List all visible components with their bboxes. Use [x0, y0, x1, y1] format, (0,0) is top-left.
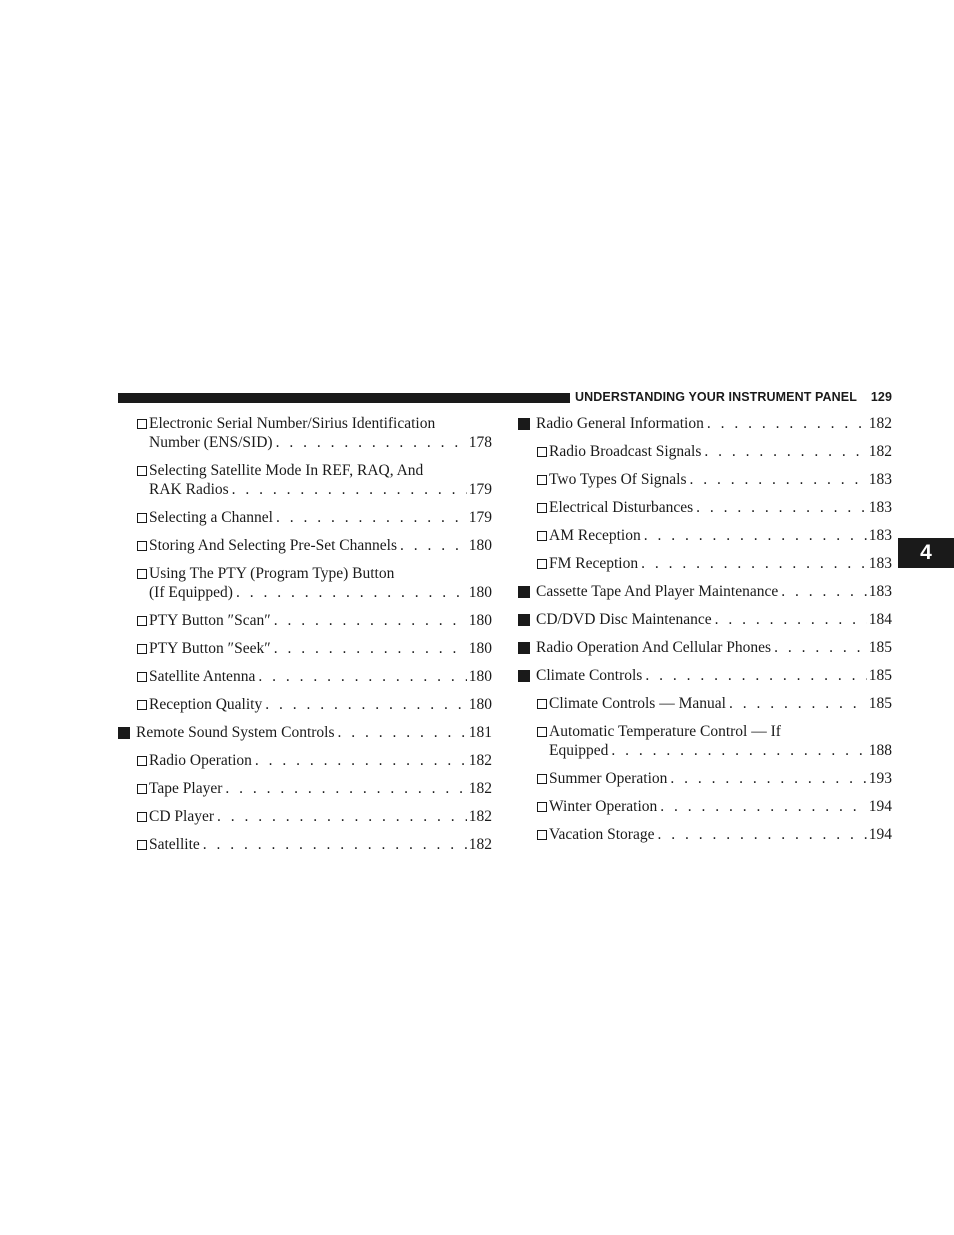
toc-entry-title: Equipped: [549, 742, 609, 759]
dot-leader: [276, 508, 467, 527]
toc-entry-title: Two Types Of Signals: [549, 471, 687, 488]
toc-entry-page: 184: [868, 611, 892, 628]
dot-leader: [645, 666, 866, 685]
hollow-square-bullet-icon: [137, 616, 147, 626]
filled-square-bullet-icon: [518, 586, 530, 598]
toc-entry-page: 185: [868, 667, 892, 684]
hollow-square-bullet-icon: [537, 503, 547, 513]
toc-entry[interactable]: [518, 797, 892, 816]
toc-entry[interactable]: [518, 610, 892, 629]
toc-entry[interactable]: [518, 825, 892, 844]
dot-leader: [400, 536, 467, 555]
toc-entry-title: Satellite Antenna: [149, 668, 256, 685]
toc-entry[interactable]: [118, 723, 492, 742]
toc-entry-title-line: Selecting Satellite Mode In REF, RAQ, And: [149, 462, 424, 479]
toc-entry[interactable]: [518, 526, 892, 545]
toc-entry[interactable]: [118, 461, 492, 499]
header-rule: [118, 393, 570, 403]
filled-square-bullet-icon: [518, 642, 530, 654]
toc-entry-page: 183: [868, 499, 892, 516]
dot-leader: [696, 498, 867, 517]
toc-entry-page: 188: [868, 742, 892, 759]
dot-leader: [774, 638, 867, 657]
hollow-square-bullet-icon: [137, 541, 147, 551]
toc-entry-page: 185: [868, 639, 892, 656]
toc-entry-title: Cassette Tape And Player Maintenance: [536, 583, 779, 600]
toc-entry[interactable]: [518, 470, 892, 489]
toc-entry-title: Remote Sound System Controls: [136, 724, 335, 741]
toc-entry-title: FM Reception: [549, 555, 639, 572]
toc-entry-title: CD Player: [149, 808, 215, 825]
toc-entry[interactable]: [118, 414, 492, 452]
toc-entry-page: 182: [468, 808, 492, 825]
toc-entry-title: Storing And Selecting Pre-Set Channels: [149, 537, 397, 554]
toc-entry-title: Winter Operation: [549, 798, 658, 815]
toc-entry-page: 180: [468, 640, 492, 657]
toc-entry-title: Number (ENS/SID): [149, 434, 273, 451]
toc-entry-page: 182: [468, 836, 492, 853]
toc-entry-page: 194: [868, 798, 892, 815]
toc-entry-page: 179: [468, 509, 492, 526]
hollow-square-bullet-icon: [137, 419, 147, 429]
filled-square-bullet-icon: [518, 418, 530, 430]
toc-entry-page: 183: [868, 527, 892, 544]
hollow-square-bullet-icon: [137, 700, 147, 710]
toc-entry-page: 180: [468, 668, 492, 685]
hollow-square-bullet-icon: [137, 569, 147, 579]
dot-leader: [217, 807, 467, 826]
toc-entry-page: 183: [868, 471, 892, 488]
chapter-tab[interactable]: 4: [898, 538, 954, 568]
toc-entry-page: 182: [468, 752, 492, 769]
filled-square-bullet-icon: [518, 614, 530, 626]
dot-leader: [670, 769, 866, 788]
dot-leader: [274, 639, 467, 658]
dot-leader: [729, 694, 867, 713]
filled-square-bullet-icon: [118, 727, 130, 739]
hollow-square-bullet-icon: [537, 699, 547, 709]
toc-entry-page: 178: [468, 434, 492, 451]
toc-entry-page: 194: [868, 826, 892, 843]
toc-entry[interactable]: [518, 554, 892, 573]
toc-entry-title: Radio General Information: [536, 415, 704, 432]
toc-entry[interactable]: [118, 536, 492, 555]
toc-entry-title: Satellite: [149, 836, 200, 853]
toc-entry[interactable]: [118, 564, 492, 602]
toc-entry[interactable]: [518, 638, 892, 657]
toc-entry[interactable]: [118, 779, 492, 798]
toc-entry-page: 183: [868, 583, 892, 600]
toc-entry-title: Climate Controls: [536, 667, 643, 684]
toc-entry-title: Selecting a Channel: [149, 509, 273, 526]
toc-entry[interactable]: [518, 694, 892, 713]
toc-entry[interactable]: [518, 582, 892, 601]
toc-entry[interactable]: [518, 414, 892, 433]
dot-leader: [657, 825, 866, 844]
dot-leader: [255, 751, 467, 770]
hollow-square-bullet-icon: [137, 756, 147, 766]
hollow-square-bullet-icon: [537, 802, 547, 812]
dot-leader: [203, 835, 467, 854]
hollow-square-bullet-icon: [137, 466, 147, 476]
hollow-square-bullet-icon: [137, 672, 147, 682]
toc-entry-title-line: Using The PTY (Program Type) Button: [149, 565, 395, 582]
toc-entry-page: 179: [468, 481, 492, 498]
hollow-square-bullet-icon: [537, 447, 547, 457]
toc-entry[interactable]: [118, 835, 492, 854]
dot-leader: [707, 414, 867, 433]
toc-entry-title: Climate Controls — Manual: [549, 695, 726, 712]
toc-entry-page: 180: [468, 584, 492, 601]
hollow-square-bullet-icon: [137, 644, 147, 654]
toc-column-right: [518, 414, 892, 853]
toc-entry[interactable]: [118, 639, 492, 658]
hollow-square-bullet-icon: [137, 513, 147, 523]
toc-entry-title: RAK Radios: [149, 481, 229, 498]
dot-leader: [715, 610, 867, 629]
hollow-square-bullet-icon: [537, 830, 547, 840]
toc-column-left: [118, 414, 492, 863]
dot-leader: [338, 723, 467, 742]
toc-entry-page: 182: [868, 443, 892, 460]
toc-entry-title: PTY Button ″Scan″: [149, 612, 271, 629]
dot-leader: [274, 611, 467, 630]
toc-entry-page: 193: [868, 770, 892, 787]
toc-entry[interactable]: [118, 751, 492, 770]
hollow-square-bullet-icon: [537, 531, 547, 541]
toc-entry-title: Radio Operation And Cellular Phones: [536, 639, 772, 656]
dot-leader: [258, 667, 466, 686]
dot-leader: [660, 797, 866, 816]
toc-entry-title: Summer Operation: [549, 770, 668, 787]
toc-entry-title: Radio Broadcast Signals: [549, 443, 702, 460]
dot-leader: [644, 526, 867, 545]
toc-entry-title: Tape Player: [149, 780, 223, 797]
toc-entry[interactable]: [118, 611, 492, 630]
dot-leader: [276, 433, 467, 452]
toc-entry-page: 180: [468, 537, 492, 554]
toc-entry-page: 180: [468, 612, 492, 629]
hollow-square-bullet-icon: [537, 559, 547, 569]
dot-leader: [611, 741, 866, 760]
section-title: UNDERSTANDING YOUR INSTRUMENT PANEL: [575, 390, 857, 404]
toc-entry[interactable]: [118, 667, 492, 686]
toc-entry-page: 183: [868, 555, 892, 572]
toc-entry-title: (If Equipped): [149, 584, 233, 601]
toc-entry-title: Vacation Storage: [549, 826, 655, 843]
filled-square-bullet-icon: [518, 670, 530, 682]
hollow-square-bullet-icon: [137, 812, 147, 822]
toc-entry-page: 181: [468, 724, 492, 741]
toc-entry-title: Radio Operation: [149, 752, 252, 769]
toc-entry-title-line: Automatic Temperature Control — If: [549, 723, 781, 740]
dot-leader: [225, 779, 466, 798]
toc-entry-title: PTY Button ″Seek″: [149, 640, 271, 657]
toc-entry-title: AM Reception: [549, 527, 641, 544]
toc-entry[interactable]: [118, 695, 492, 714]
running-header: [575, 390, 892, 404]
toc-entry-page: 182: [468, 780, 492, 797]
toc-entry[interactable]: [118, 807, 492, 826]
toc-entry-title: Reception Quality: [149, 696, 263, 713]
toc-entry-title: CD/DVD Disc Maintenance: [536, 611, 712, 628]
dot-leader: [232, 480, 467, 499]
toc-entry[interactable]: [518, 769, 892, 788]
toc-entry[interactable]: [118, 508, 492, 527]
dot-leader: [689, 470, 866, 489]
hollow-square-bullet-icon: [137, 784, 147, 794]
toc-entry-page: 182: [868, 415, 892, 432]
hollow-square-bullet-icon: [137, 840, 147, 850]
dot-leader: [236, 583, 467, 602]
toc-entry-title: Electrical Disturbances: [549, 499, 694, 516]
toc-entry[interactable]: [518, 666, 892, 685]
page-number: 129: [870, 390, 892, 404]
toc-entry-title-line: Electronic Serial Number/Sirius Identification: [149, 415, 436, 432]
toc-entry-page: 180: [468, 696, 492, 713]
toc-entry[interactable]: [518, 722, 892, 760]
dot-leader: [641, 554, 867, 573]
dot-leader: [265, 695, 467, 714]
hollow-square-bullet-icon: [537, 475, 547, 485]
hollow-square-bullet-icon: [537, 727, 547, 737]
dot-leader: [781, 582, 867, 601]
dot-leader: [704, 442, 866, 461]
toc-entry[interactable]: [518, 442, 892, 461]
toc-entry-page: 185: [868, 695, 892, 712]
hollow-square-bullet-icon: [537, 774, 547, 784]
toc-entry[interactable]: [518, 498, 892, 517]
